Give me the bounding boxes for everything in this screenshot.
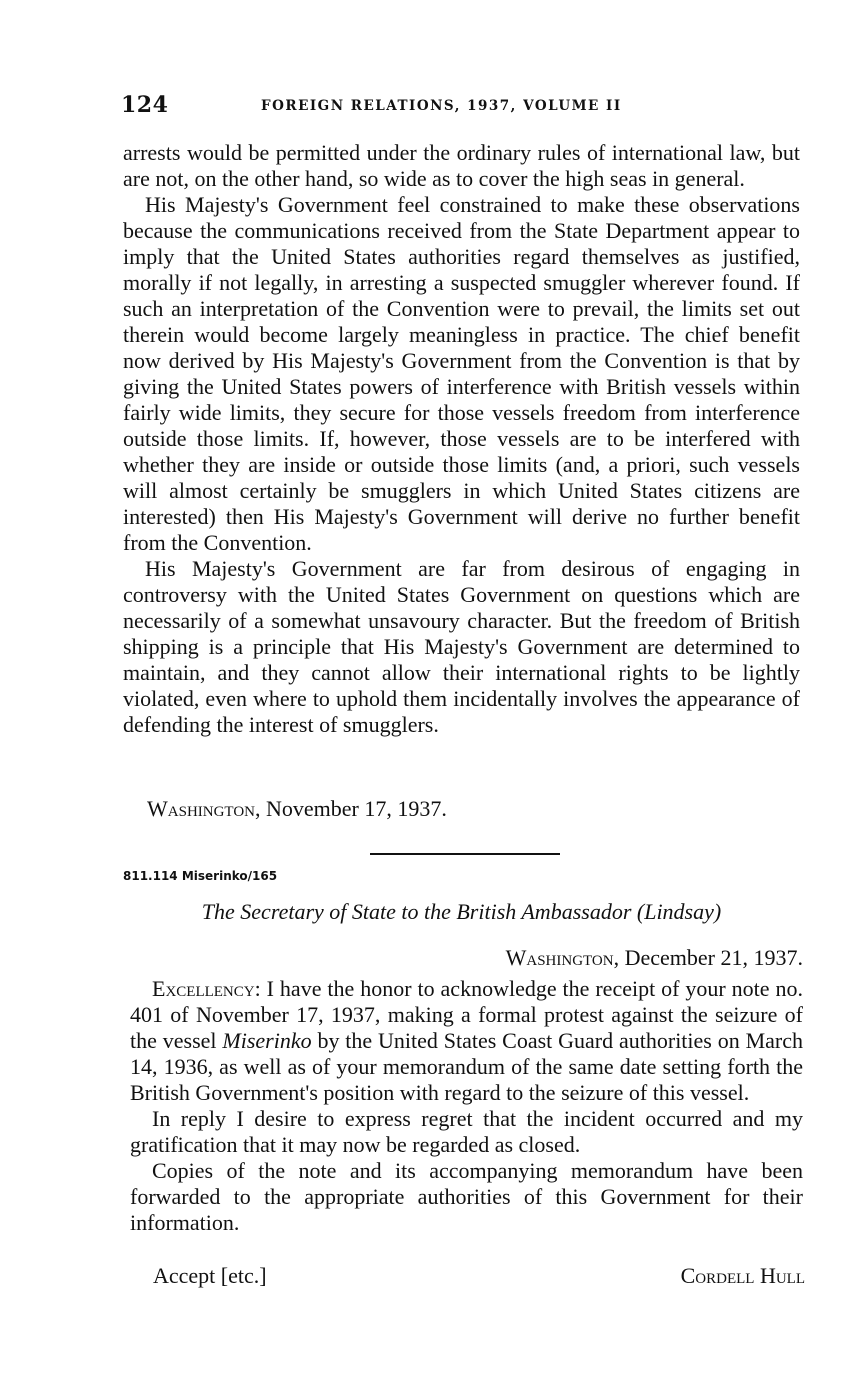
letter-paragraph-3: Copies of the note and its accompanying memorandum have been forwarded to the appropriate authorities of this Government for their information. [130, 1158, 803, 1235]
section-divider [370, 853, 560, 855]
letter-date: , December 21, 1937. [613, 945, 803, 970]
page-header [121, 92, 801, 122]
memorandum-dateline [147, 796, 447, 822]
page-number: 124 [121, 92, 169, 118]
file-number: 811.114 Miserinko/165 [123, 869, 278, 883]
letter-paragraph-2: In reply I desire to express regret that the incident occurred and my gratification that it may now be regarded as closed. [130, 1106, 803, 1157]
closing: Accept [etc.] [153, 1263, 267, 1288]
document-title: The Secretary of State to the British Ambassador (Lindsay) [201, 899, 722, 924]
vessel-name: Miserinko [222, 1028, 312, 1053]
signature: Cordell Hull [680, 1263, 805, 1288]
letter-paragraph-1-rest: by the United States Coast Guard authorities on March 14, 1936, as well as of your memorandum of the same date setting forth the British Government's position with regard to the seizure of this vessel. [130, 1028, 803, 1105]
memorandum-date: , November 17, 1937. [255, 796, 447, 821]
letter-paragraph-1 [130, 976, 803, 1106]
letter-place: Washington [505, 945, 614, 970]
salutation: Excellency [152, 976, 255, 1001]
letter-dateline [123, 945, 803, 971]
memorandum-body [123, 140, 800, 738]
memorandum-paragraph-1: arrests would be permitted under the ordinary rules of international law, but are not, on the other hand, so wide as to cover the high seas in general. [123, 140, 800, 191]
memorandum-place: Washington [147, 796, 255, 821]
memorandum-paragraph-2: His Majesty's Government feel constrained to make these observations because the communications received from the State Department appear to imply that the United States authorities regard themselves as justified, morally if not legally, in arresting a suspected smuggler wherever found. If such an interpretation of the Convention were to prevail, the limits set out therein would become largely meaningless in practice. The chief benefit now derived by His Majesty's Government from the Convention is that by giving the United States powers of interference with British vessels within fairly wide limits, they secure for those vessels freedom from interference outside those limits. If, however, those vessels are to be interfered with whether they are inside or outside those limits (and, a priori, such vessels will almost certainly be smugglers in which United States citizens are interested) then His Majesty's Government will derive no further benefit from the Convention. [123, 192, 800, 555]
letter-paragraph-1-text: : I have the honor to acknowledge the receipt of your note no. 401 of November 17, 1937, making a formal protest against the seizure of the vessel [130, 976, 803, 1053]
memorandum-paragraph-3: His Majesty's Government are far from desirous of engaging in controversy with the United States Government on questions which are necessarily of a somewhat unsavoury character. But the freedom of British shipping is a principle that His Majesty's Government are determined to maintain, and they cannot allow their international rights to be lightly violated, even where to uphold them incidentally involves the appearance of defending the interest of smugglers. [123, 556, 800, 737]
letter-body [130, 976, 803, 1236]
running-head: FOREIGN RELATIONS, 1937, VOLUME II [261, 98, 622, 114]
